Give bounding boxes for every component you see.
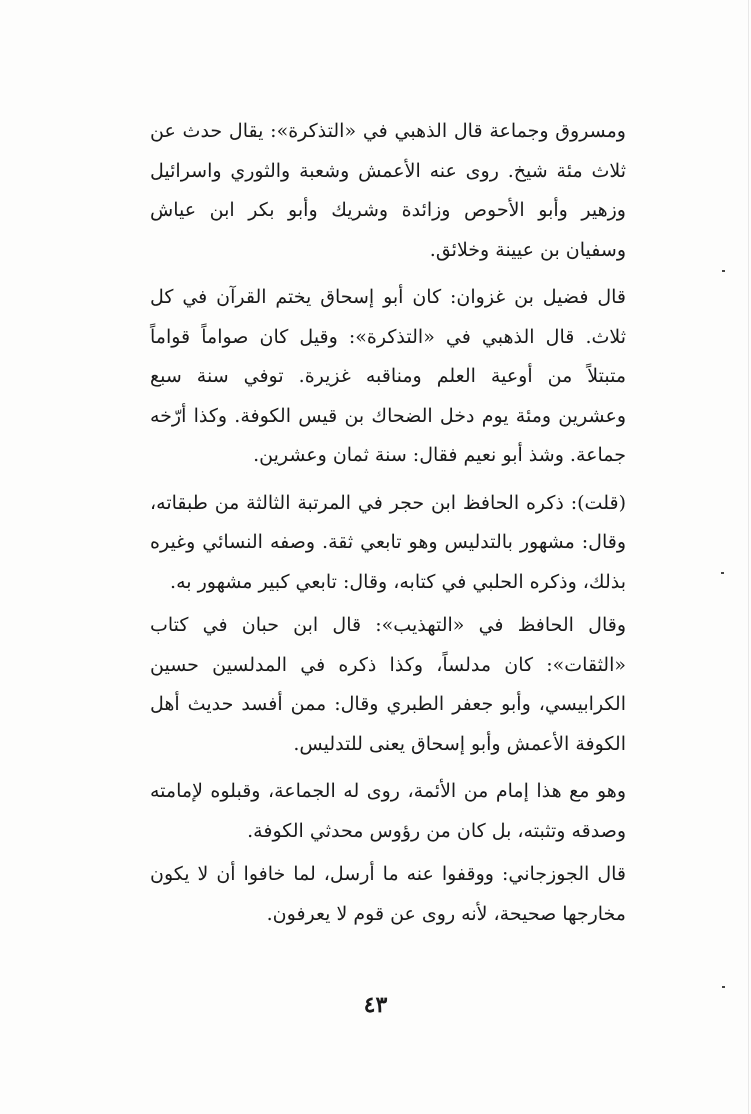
paragraph-4: وقال الحافظ في «التهذيب»: قال ابن حبان في كتاب «الثقات»: كان مدلساً، وكذا ذكره في المدلسين حسين الكرابيسي، وأبو جعفر الطبري وقال: ممن أفسد حديث أهل الكوفة الأعمش وأبو إسحاق يعنى للتدليس. (150, 614, 626, 755)
scan-speck (721, 572, 724, 574)
page-body (150, 112, 626, 934)
scan-speck (722, 986, 725, 988)
paragraph-6: قال الجوزجاني: ووقفوا عنه ما أرسل، لما خافوا أن لا يكون مخارجها صحيحة، لأنه روى عن قوم لا يعرفون. (150, 863, 626, 925)
page-edge-line (748, 0, 749, 1114)
scan-speck (722, 270, 725, 272)
paragraph-5: وهو مع هذا إمام من الأئمة، روى له الجماعة، وقبلوه لإمامته وصدقه وتثبته، بل كان من رؤوس محدثي الكوفة. (150, 780, 626, 842)
page-number: ٤٣ (363, 992, 388, 1018)
paragraph-2: قال فضيل بن غزوان: كان أبو إسحاق يختم القرآن في كل ثلاث. قال الذهبي في «التذكرة»: وقيل كان صواماً قواماً متبتلاً من أوعية العلم ومناقبه غزيرة. توفي سنة سبع وعشرين ومئة يوم دخل الضحاك بن قيس الكوفة. وكذا أرّخه جماعة. وشذ أبو نعيم فقال: سنة ثمان وعشرين. (150, 286, 626, 466)
paragraph-1: ومسروق وجماعة قال الذهبي في «التذكرة»: يقال حدث عن ثلاث مئة شيخ. روى عنه الأعمش وشعبة والثوري واسرائيل وزهير وأبو الأحوص وزائدة وشريك وأبو بكر ابن عياش وسفيان بن عيينة وخلائق. (150, 120, 626, 261)
paragraph-3: (قلت): ذكره الحافظ ابن حجر في المرتبة الثالثة من طبقاته، وقال: مشهور بالتدليس وهو تابعي ثقة. وصفه النسائي وغيره بذلك، وذكره الحلبي في كتابه، وقال: تابعي كبير مشهور به. (150, 491, 626, 593)
